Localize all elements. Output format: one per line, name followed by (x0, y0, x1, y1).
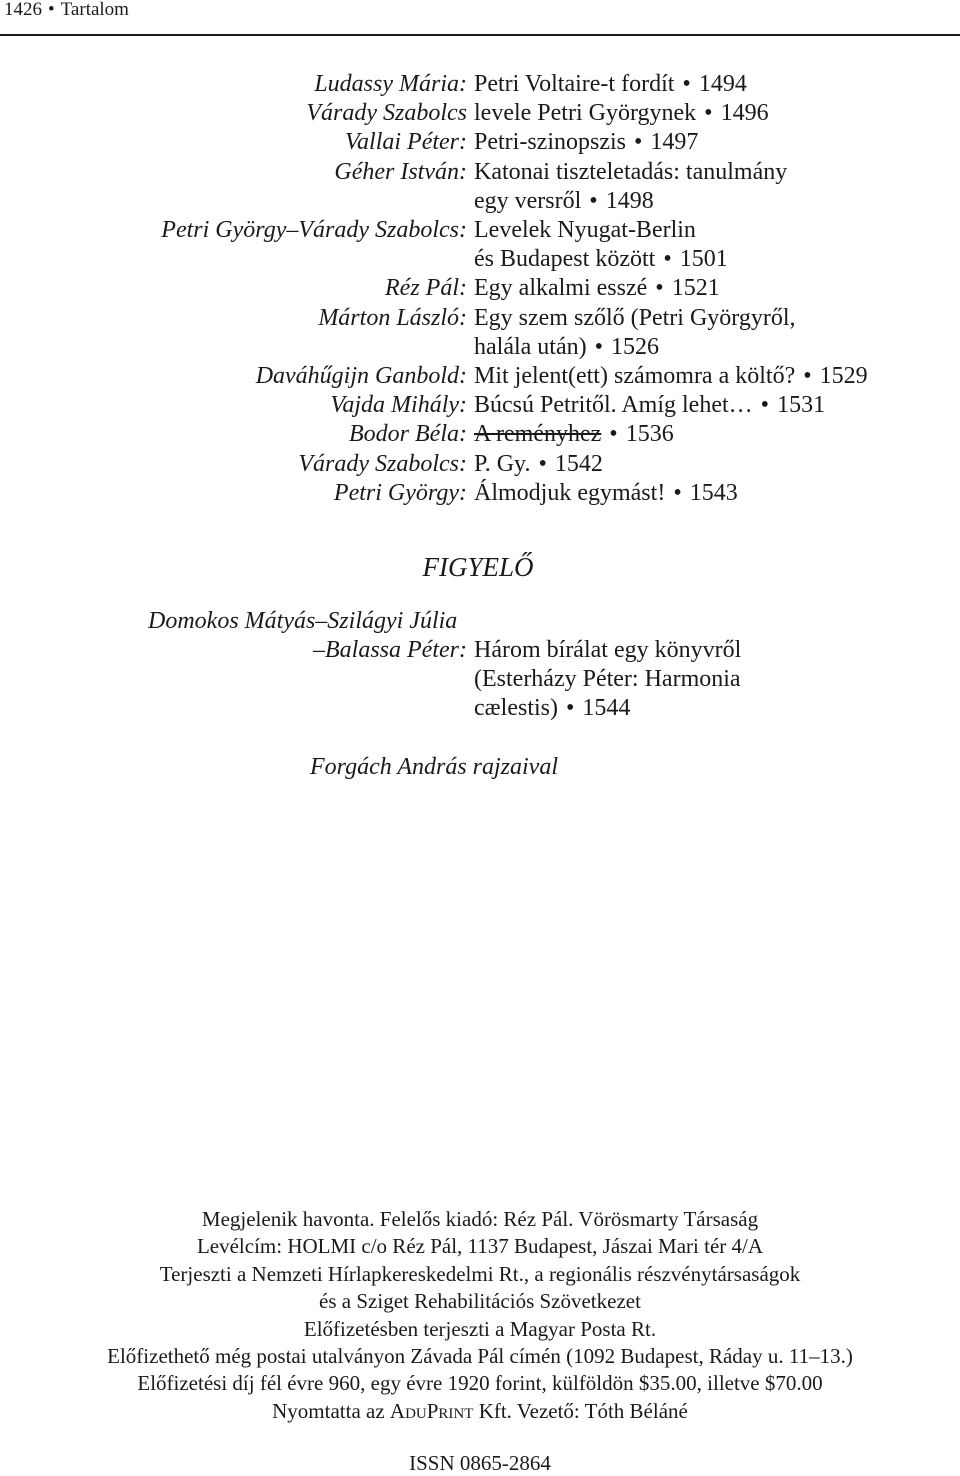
header-section: Tartalom (60, 0, 129, 20)
entry-title (474, 479, 952, 508)
page-ref: 1498 (605, 187, 654, 214)
toc-entry (0, 420, 960, 449)
bullet: • (760, 392, 770, 419)
entry-title (474, 128, 952, 157)
figyelo-authors-line2: –Balassa Péter: (313, 637, 467, 663)
toc-entry (0, 70, 960, 99)
title-line: Mit jelent(ett) számomra a költő? • 1529 (474, 363, 868, 390)
entry-title (474, 70, 952, 99)
entry-title (474, 450, 952, 479)
entry-title (474, 362, 952, 391)
title-line: Petri Voltaire-t fordít • 1494 (474, 71, 747, 97)
entry-author: Daváhűgijn Ganbold: (255, 363, 467, 390)
toc-entry (0, 391, 960, 420)
toc-entry (0, 304, 960, 362)
entry-title (474, 420, 952, 449)
entry-author: Várady Szabolcs: (298, 450, 467, 477)
title-line: egy versről • 1498 (474, 187, 654, 214)
bullet: • (566, 695, 575, 722)
bullet: • (803, 363, 812, 390)
entry-author: Ludassy Mária: (314, 71, 467, 97)
entry-author: Réz Pál: (385, 275, 467, 302)
title-line: Álmodjuk egymást! • 1543 (474, 479, 738, 506)
entry-title (474, 636, 952, 724)
issn: ISSN 0865-2864 (409, 1451, 551, 1475)
page-ref: 1544 (582, 695, 631, 722)
page-ref: 1497 (650, 129, 699, 156)
toc-entry (0, 128, 960, 157)
toc-entry (0, 450, 960, 479)
imprint-line: Terjeszti a Nemzeti Hírlapkereskedelmi Rt., a regionális részvénytársaságok (159, 1261, 801, 1286)
entry-author: Vallai Péter: (345, 129, 467, 156)
title-line: és Budapest között • 1501 (474, 246, 728, 273)
page-ref: 1496 (720, 100, 769, 127)
imprint-line: Előfizethető még postai utalványon Závada Pál címén (1092 Budapest, Ráday u. 11–13.) (107, 1344, 853, 1369)
imprint-line: Előfizetési díj fél évre 960, egy évre 1920 forint, külföldön $35.00, illetve $70.00 (137, 1371, 823, 1396)
title-line: cælestis) • 1544 (474, 695, 631, 722)
page-ref: 1529 (819, 363, 868, 390)
page-ref: 1542 (554, 450, 603, 477)
entry-author: Márton László: (318, 304, 467, 331)
entry-title (474, 274, 952, 303)
entry-title (474, 304, 952, 362)
printer-name: AduPrint (389, 1398, 474, 1423)
bullet: • (663, 246, 672, 273)
imprint-block (0, 1206, 960, 1425)
entry-author: Várady Szabolcs (306, 100, 467, 127)
imprint-line: Nyomtatta az AduPrint Kft. Vezető: Tóth Béláné (272, 1398, 688, 1423)
title-line: Levelek Nyugat-Berlin (474, 217, 696, 244)
title-line: Egy alkalmi esszé • 1521 (474, 275, 720, 302)
header-bullet: • (48, 0, 55, 20)
title-line: Búcsú Petritől. Amíg lehet… • 1531 (474, 392, 826, 419)
table-of-contents (0, 70, 960, 508)
imprint-line: Levélcím: HOLMI c/o Réz Pál, 1137 Budapest, Jászai Mari tér 4/A (196, 1234, 764, 1259)
title-line: Három bírálat egy könyvről (474, 637, 742, 663)
bullet: • (682, 71, 691, 97)
imprint-line: és a Sziget Rehabilitációs Szövetkezet (319, 1289, 641, 1314)
toc-entry (0, 479, 960, 508)
title-line: A reményhez • 1536 (474, 421, 674, 448)
title-line: P. Gy. • 1542 (474, 450, 603, 477)
toc-entry (0, 362, 960, 391)
header-rule (0, 34, 960, 36)
page-number: 1426 (4, 0, 42, 20)
toc-entry (0, 99, 960, 128)
imprint-line: Előfizetésben terjeszti a Magyar Posta Rt. (303, 1316, 657, 1341)
page-ref: 1543 (689, 479, 738, 506)
title-line: Katonai tiszteletadás: tanulmány (474, 158, 788, 185)
title-line: Egy szem szőlő (Petri Györgyről, (474, 304, 796, 331)
entry-author: Petri György–Várady Szabolcs: (161, 217, 467, 244)
toc-entry (0, 216, 960, 274)
illustrations-credit: Forgách András rajzaival (310, 754, 559, 780)
entry-author: Bodor Béla: (349, 421, 467, 448)
page-ref: 1526 (611, 333, 660, 360)
toc-entry (0, 158, 960, 216)
title-line: levele Petri Györgynek • 1496 (474, 100, 769, 127)
entry-author: Vajda Mihály: (330, 392, 467, 419)
running-header (4, 0, 129, 22)
toc-entry (0, 274, 960, 303)
entry-author: Petri György: (333, 479, 467, 506)
page-ref: 1501 (679, 246, 728, 273)
bullet: • (538, 450, 547, 477)
entry-title (474, 158, 952, 216)
bullet: • (673, 479, 682, 506)
section-heading-figyelo: FIGYELŐ (422, 552, 534, 582)
bullet: • (704, 100, 713, 127)
entry-title (474, 216, 952, 274)
toc-entry (0, 636, 960, 724)
bullet: • (589, 187, 598, 214)
entry-title (474, 391, 952, 420)
page-ref: 1531 (777, 392, 826, 419)
imprint-line: Megjelenik havonta. Felelős kiadó: Réz Pál. Vörösmarty Társaság (201, 1207, 759, 1231)
bullet: • (609, 421, 618, 448)
page-ref: 1521 (671, 275, 720, 302)
bullet: • (633, 129, 643, 156)
entry-author: Géher István: (334, 158, 467, 185)
entry-title (474, 99, 952, 128)
title-line: halála után) • 1526 (474, 333, 660, 360)
figyelo-authors-line1: Domokos Mátyás–Szilágyi Júlia (148, 608, 458, 634)
bullet: • (594, 333, 604, 360)
page-ref: 1494 (698, 71, 747, 97)
title-line: Petri-szinopszis • 1497 (474, 129, 699, 156)
bullet: • (655, 275, 664, 302)
page-ref: 1536 (625, 421, 674, 448)
title-line: (Esterházy Péter: Harmonia (474, 666, 741, 693)
